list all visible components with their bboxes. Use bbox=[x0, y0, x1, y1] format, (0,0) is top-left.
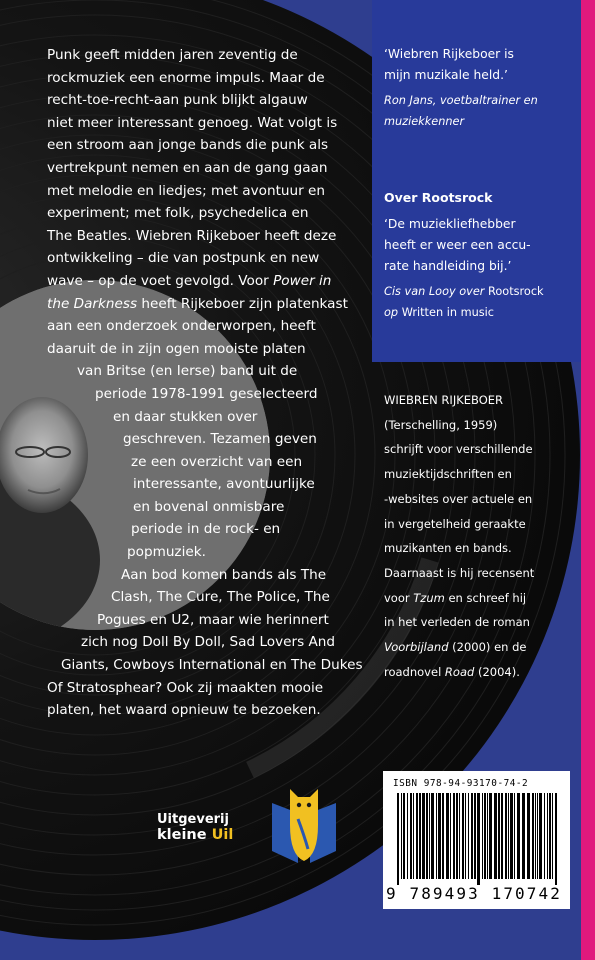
text-line: periode 1978-1991 geselecteerd bbox=[95, 385, 318, 402]
text-line: Of Stratosphear? Ook zij maakten mooie bbox=[47, 679, 324, 696]
bio-line: muziektijdschriften en bbox=[384, 467, 512, 482]
bio-line: -websites over actuele en bbox=[384, 491, 533, 506]
barcode-bar bbox=[446, 793, 449, 879]
barcode-bar bbox=[489, 793, 492, 879]
quote-line: rate handleiding bij.’ bbox=[384, 259, 512, 273]
barcode-bar bbox=[465, 793, 466, 879]
text-line: zich nog Doll By Doll, Sad Lovers And bbox=[81, 634, 336, 651]
quote-line: ‘De muziekliefhebber bbox=[384, 217, 516, 231]
barcode-bar bbox=[547, 793, 548, 879]
text-line: met melodie en liedjes; met avontuur en bbox=[47, 182, 326, 199]
barcode-bar bbox=[514, 793, 515, 879]
text-line: niet meer interessant genoeg. Wat volgt is bbox=[47, 114, 338, 131]
bio-line: in het verleden de roman bbox=[384, 615, 530, 630]
quote-ron-jans bbox=[384, 44, 574, 132]
quote-line: ‘Wiebren Rijkeboer is bbox=[384, 47, 514, 61]
text-line: en bovenal onmisbare bbox=[133, 498, 285, 515]
barcode-bar bbox=[397, 793, 399, 885]
publisher-logo-text bbox=[157, 812, 233, 843]
bio-line bbox=[384, 635, 580, 660]
barcode-bar bbox=[462, 793, 464, 879]
quote-attribution: muziekkenner bbox=[384, 115, 465, 128]
barcode-bar bbox=[498, 793, 500, 879]
text-line: Pogues en U2, maar wie herinnert bbox=[97, 611, 329, 628]
publisher-uil: Uil bbox=[211, 827, 234, 843]
text-line: van Britse (en Ierse) band uit de bbox=[77, 363, 298, 380]
text-line: een stroom aan jonge bands die punk als bbox=[47, 137, 329, 154]
text-line: ontwikkeling – die van postpunk en new bbox=[47, 250, 320, 267]
barcode-bar bbox=[522, 793, 525, 879]
bio-segment: voor bbox=[384, 590, 410, 605]
barcode-bar bbox=[484, 793, 486, 879]
barcode-bar bbox=[453, 793, 455, 879]
barcode-bar bbox=[487, 793, 488, 879]
barcode-bar bbox=[422, 793, 425, 879]
quote-line: mijn muzikale held.’ bbox=[384, 68, 508, 82]
book-title-italic: the Darkness bbox=[47, 295, 138, 312]
attribution-book: Rootsrock bbox=[488, 285, 544, 298]
barcode-bar bbox=[537, 793, 538, 879]
bio-line: Daarnaast is hij recensent bbox=[384, 565, 535, 580]
quote-attribution bbox=[384, 302, 574, 323]
publisher-line1: Uitgeverij bbox=[157, 812, 229, 827]
barcode-bar bbox=[429, 793, 430, 879]
barcode-bar bbox=[442, 793, 444, 879]
bio-segment: (2000) en de bbox=[452, 640, 527, 655]
bio-segment: en schreef hij bbox=[448, 590, 527, 605]
text-line: en daar stukken over bbox=[113, 408, 258, 425]
book-title-italic: Power in bbox=[273, 272, 332, 289]
barcode-bar bbox=[555, 793, 557, 885]
text-line: rockmuziek een enorme impuls. Maar de bbox=[47, 69, 325, 86]
text-line: vertrekpunt nemen en aan de gang gaan bbox=[47, 159, 328, 176]
barcode-bar bbox=[416, 793, 418, 879]
quote-attribution bbox=[384, 281, 574, 302]
barcode-bar bbox=[539, 793, 542, 879]
barcode-bar bbox=[477, 793, 480, 885]
barcode-bar bbox=[508, 793, 509, 879]
barcode-bar bbox=[482, 793, 483, 879]
publisher-line2 bbox=[157, 827, 233, 843]
attribution-name: Cis van Looy over bbox=[384, 285, 485, 298]
text-line: daaruit de in zijn ogen mooiste platen bbox=[47, 340, 306, 357]
barcode-bar bbox=[456, 793, 458, 879]
text-segment: wave – op de voet gevolgd. Voor bbox=[47, 272, 269, 289]
barcode-bars bbox=[393, 793, 563, 885]
barcode-bar bbox=[450, 793, 451, 879]
barcode-bar bbox=[510, 793, 513, 879]
barcode-bar bbox=[474, 793, 476, 879]
section-heading: Over Rootsrock bbox=[384, 190, 493, 205]
text-line: aan een onderzoek onderworpen, heeft bbox=[47, 318, 316, 335]
isbn-label: ISBN 978-94-93170-74-2 bbox=[393, 778, 529, 789]
barcode-bar bbox=[413, 793, 414, 879]
text-segment: heeft Rijkeboer zijn platenkast bbox=[141, 295, 348, 312]
barcode-bar bbox=[517, 793, 520, 879]
barcode-bar bbox=[431, 793, 434, 879]
bio-segment: (2004). bbox=[477, 664, 520, 679]
owl-book-logo-icon bbox=[268, 785, 340, 865]
barcode-bar bbox=[552, 793, 553, 879]
author-bio bbox=[384, 388, 580, 684]
text-line: The Beatles. Wiebren Rijkeboer heeft deze bbox=[47, 227, 337, 244]
bio-line bbox=[384, 586, 580, 611]
barcode-bar bbox=[505, 793, 507, 879]
text-line: Aan bod komen bands als The bbox=[121, 566, 327, 583]
barcode-bar bbox=[403, 793, 405, 879]
barcode-bar bbox=[471, 793, 473, 879]
text-line: recht-toe-recht-aan punk blijkt algauw bbox=[47, 92, 308, 109]
text-line: Punk geeft midden jaren zeventig de bbox=[47, 47, 298, 63]
publisher-kleine: kleine bbox=[157, 827, 207, 843]
barcode-bar bbox=[459, 793, 460, 879]
barcode-bar bbox=[535, 793, 536, 879]
quote-cis-van-looy bbox=[384, 214, 574, 323]
barcode-bar bbox=[501, 793, 503, 879]
barcode-bar bbox=[494, 793, 497, 879]
text-line: Clash, The Cure, The Police, The bbox=[111, 589, 330, 606]
quote-line: heeft er weer een accu- bbox=[384, 238, 531, 252]
text-line: ze een overzicht van een bbox=[131, 453, 303, 470]
text-line: interessante, avontuurlijke bbox=[133, 476, 315, 493]
attribution-connector: op bbox=[384, 306, 399, 319]
attribution-site: Written in music bbox=[401, 306, 494, 319]
text-line: Giants, Cowboys International en The Dukes bbox=[61, 657, 363, 674]
author-name: WIEBREN RIJKEBOER bbox=[384, 393, 504, 407]
back-cover-text bbox=[47, 44, 363, 722]
barcode-bar bbox=[549, 793, 551, 879]
barcode-bar bbox=[410, 793, 412, 879]
barcode-bar bbox=[436, 793, 437, 879]
bio-line: muzikanten en bands. bbox=[384, 541, 512, 556]
barcode-bar bbox=[401, 793, 402, 879]
text-line bbox=[47, 270, 347, 293]
barcode-bar bbox=[527, 793, 530, 879]
bio-line bbox=[384, 660, 580, 685]
text-line: platen, het waard opnieuw te bezoeken. bbox=[47, 702, 321, 719]
barcode-bar bbox=[426, 793, 428, 879]
text-line: popmuziek. bbox=[127, 544, 206, 561]
text-line bbox=[47, 293, 347, 316]
barcode-bar bbox=[438, 793, 441, 879]
pink-spine-stripe bbox=[581, 0, 595, 960]
barcode-bar bbox=[468, 793, 469, 879]
book-title-italic: Voorbijland bbox=[384, 640, 449, 655]
text-line: geschreven. Tezamen geven bbox=[123, 431, 317, 448]
bio-segment: roadnovel bbox=[384, 664, 442, 679]
barcode-number: 9 789493 170742 bbox=[386, 884, 562, 903]
text-line: experiment; met folk, psychedelica en bbox=[47, 205, 309, 222]
book-title-italic: Road bbox=[444, 664, 475, 679]
bio-line: (Terschelling, 1959) bbox=[384, 417, 498, 432]
barcode-bar bbox=[544, 793, 545, 879]
text-line: periode in de rock- en bbox=[131, 521, 281, 538]
barcode-bar bbox=[532, 793, 534, 879]
bio-line: in vergetelheid geraakte bbox=[384, 516, 526, 531]
quote-attribution: Ron Jans, voetbaltrainer en bbox=[384, 94, 538, 107]
publication-italic: Tzum bbox=[413, 590, 445, 605]
bio-line: schrijft voor verschillende bbox=[384, 442, 533, 457]
barcode-bar bbox=[407, 793, 408, 879]
barcode-bar bbox=[419, 793, 421, 879]
